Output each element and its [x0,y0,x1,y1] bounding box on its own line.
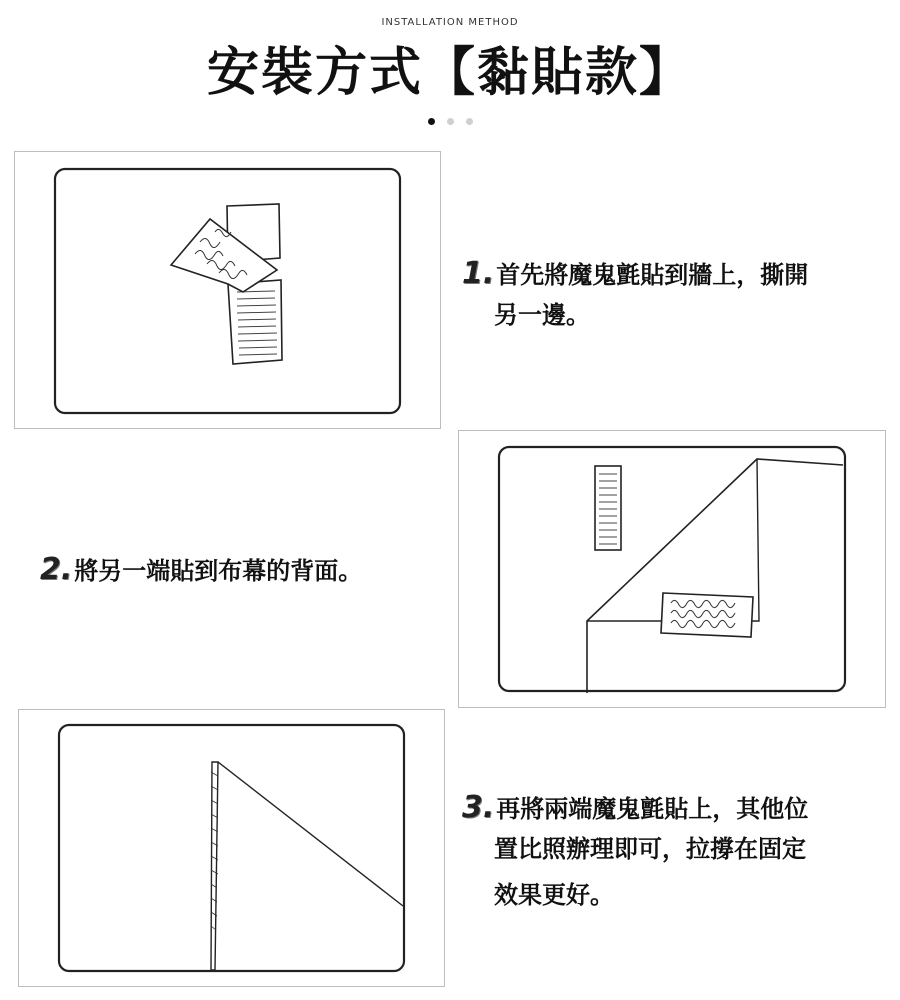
step-1-illustration [14,151,441,429]
velcro-on-wall-drawing [15,152,440,428]
step-3-number: 3. [462,790,495,825]
step-3-text [462,788,808,915]
step-2-line-1: 將另一端貼到布幕的背面。 [74,557,363,585]
step-3-line-1: 再將兩端魔鬼氈貼上，其他位 [496,795,809,823]
page-title: 安裝方式【黏貼款】 [206,43,693,103]
step-3-line-3: 效果更好。 [494,881,614,909]
step-2-illustration [458,430,886,708]
step-1-line-2: 另一邊。 [494,301,590,329]
section-subtitle: INSTALLATION METHOD [381,17,519,28]
carousel-dot-3[interactable] [466,118,473,125]
step-1-line-1: 首先將魔鬼氈貼到牆上，撕開 [496,261,809,289]
velcro-on-screen-back-drawing [459,431,885,707]
step-3-line-2: 置比照辦理即可，拉撐在固定 [494,835,806,863]
step-1-text [462,254,808,335]
carousel-dot-1[interactable] [428,118,435,125]
step-2-text [40,550,362,591]
step-1-number: 1. [462,256,495,291]
step-3-illustration [18,709,445,987]
carousel-dot-2[interactable] [447,118,454,125]
step-2-number: 2. [40,552,73,587]
carousel-indicator [0,118,900,125]
screen-attached-drawing [19,710,444,986]
